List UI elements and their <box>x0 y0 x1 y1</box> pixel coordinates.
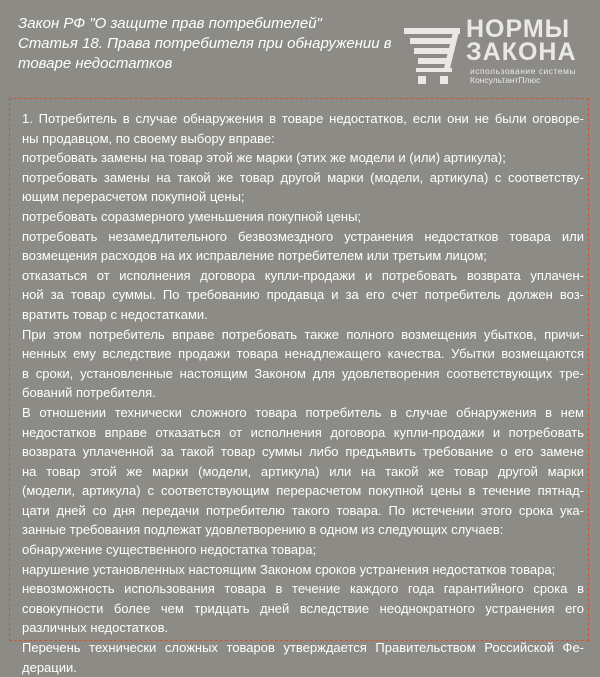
article-title: Статья 18. Права потребителя при обнаружении в <box>18 35 392 52</box>
body-line: Перечень технически сложных товаров утверждается Правительством Российской Фе- <box>22 640 584 656</box>
body-line: потребовать замены на товар этой же марки (этих же модели и (или) артикула); <box>22 150 506 166</box>
body-line: возмещения расходов на их исправление потребителем или третьим лицом; <box>22 248 487 264</box>
body-line: в сроки, установленные настоящим Законом для удовлетворения соответствующих тре- <box>22 365 584 381</box>
body-line: потребовать соразмерного уменьшения покупной цены; <box>22 208 362 224</box>
law-title: Закон РФ "О защите прав потребителей" <box>18 15 322 32</box>
body-line: обнаружение существенного недостатка товара; <box>22 542 317 558</box>
body-line: В отношении технически сложного товара потребитель в случае обнаружения в нем <box>22 404 584 420</box>
body-line: нарушение установленных настоящим Законом сроков устранения недостатков товара; <box>22 561 556 577</box>
body-line: 1. Потребитель в случае обнаружения в товаре недостатков, если они не были оговоре- <box>22 111 584 126</box>
body-line: ющим перерасчетом покупной цены; <box>22 189 245 205</box>
body-line: на товар этой же марки (модели, артикула) или на такой же товар другой марки <box>22 463 584 479</box>
body-line: ны продавцом, по своему выбору вправе: <box>22 130 275 146</box>
normy-zakona-logo <box>404 15 584 88</box>
logo-subtitle-2: КонсультантПлюс <box>470 75 541 85</box>
article-title-cont: товаре недостатков <box>18 55 173 72</box>
logo-brand-line2: ЗАКОНА <box>466 38 577 66</box>
article-header <box>18 14 398 74</box>
logo-brand-line1: НОРМЫ <box>466 15 571 43</box>
logo-brand <box>466 15 577 66</box>
body-line: вратить товар с недостатками. <box>22 306 208 322</box>
body-line: ненных ему вследствие продажи товара ненадлежащего качества. Убытки возмещаются <box>22 346 584 362</box>
body-line: возврата уплаченной за такой товар суммы либо предъявить требование о его замене <box>22 444 584 460</box>
body-line: потребовать незамедлительного безвозмездного устранения недостатков товара или <box>22 228 584 244</box>
body-line: (модели, артикула) с соответствующим перерасчетом покупной цены в течение пятнад- <box>22 483 584 499</box>
body-line: дерации. <box>22 659 77 675</box>
article-body <box>22 109 584 677</box>
body-line: потребовать замены на такой же товар другой марки (модели, артикула) с соответству- <box>22 169 584 185</box>
body-line: невозможность использования товара в течение каждого года гарантийного срока в <box>22 581 584 597</box>
body-line: При этом потребитель вправе потребовать также полного возмещения убытков, причи- <box>22 326 584 342</box>
body-line: различных недостатков. <box>22 620 169 636</box>
body-line: цати дней со дня передачи потребителю такого товара. По истечении этого срока ука- <box>22 502 584 518</box>
logo-subtitle-1: использование системы <box>470 66 576 76</box>
body-line: совокупности более чем тридцать дней вследствие неоднократного устранения его <box>22 600 584 616</box>
body-line: бований потребителя. <box>22 385 156 401</box>
body-line: недостатков вправе отказаться от исполнения договора купли-продажи и потребовать <box>22 424 584 440</box>
shopping-cart-icon <box>404 24 464 86</box>
body-line: занные требования подлежат удовлетворению в одном из следующих случаев: <box>22 522 504 538</box>
body-line: отказаться от исполнения договора купли-продажи и потребовать возврата уплачен- <box>22 267 584 283</box>
body-line: ной за товар суммы. По требованию продавца и за его счет потребитель должен воз- <box>22 287 584 303</box>
